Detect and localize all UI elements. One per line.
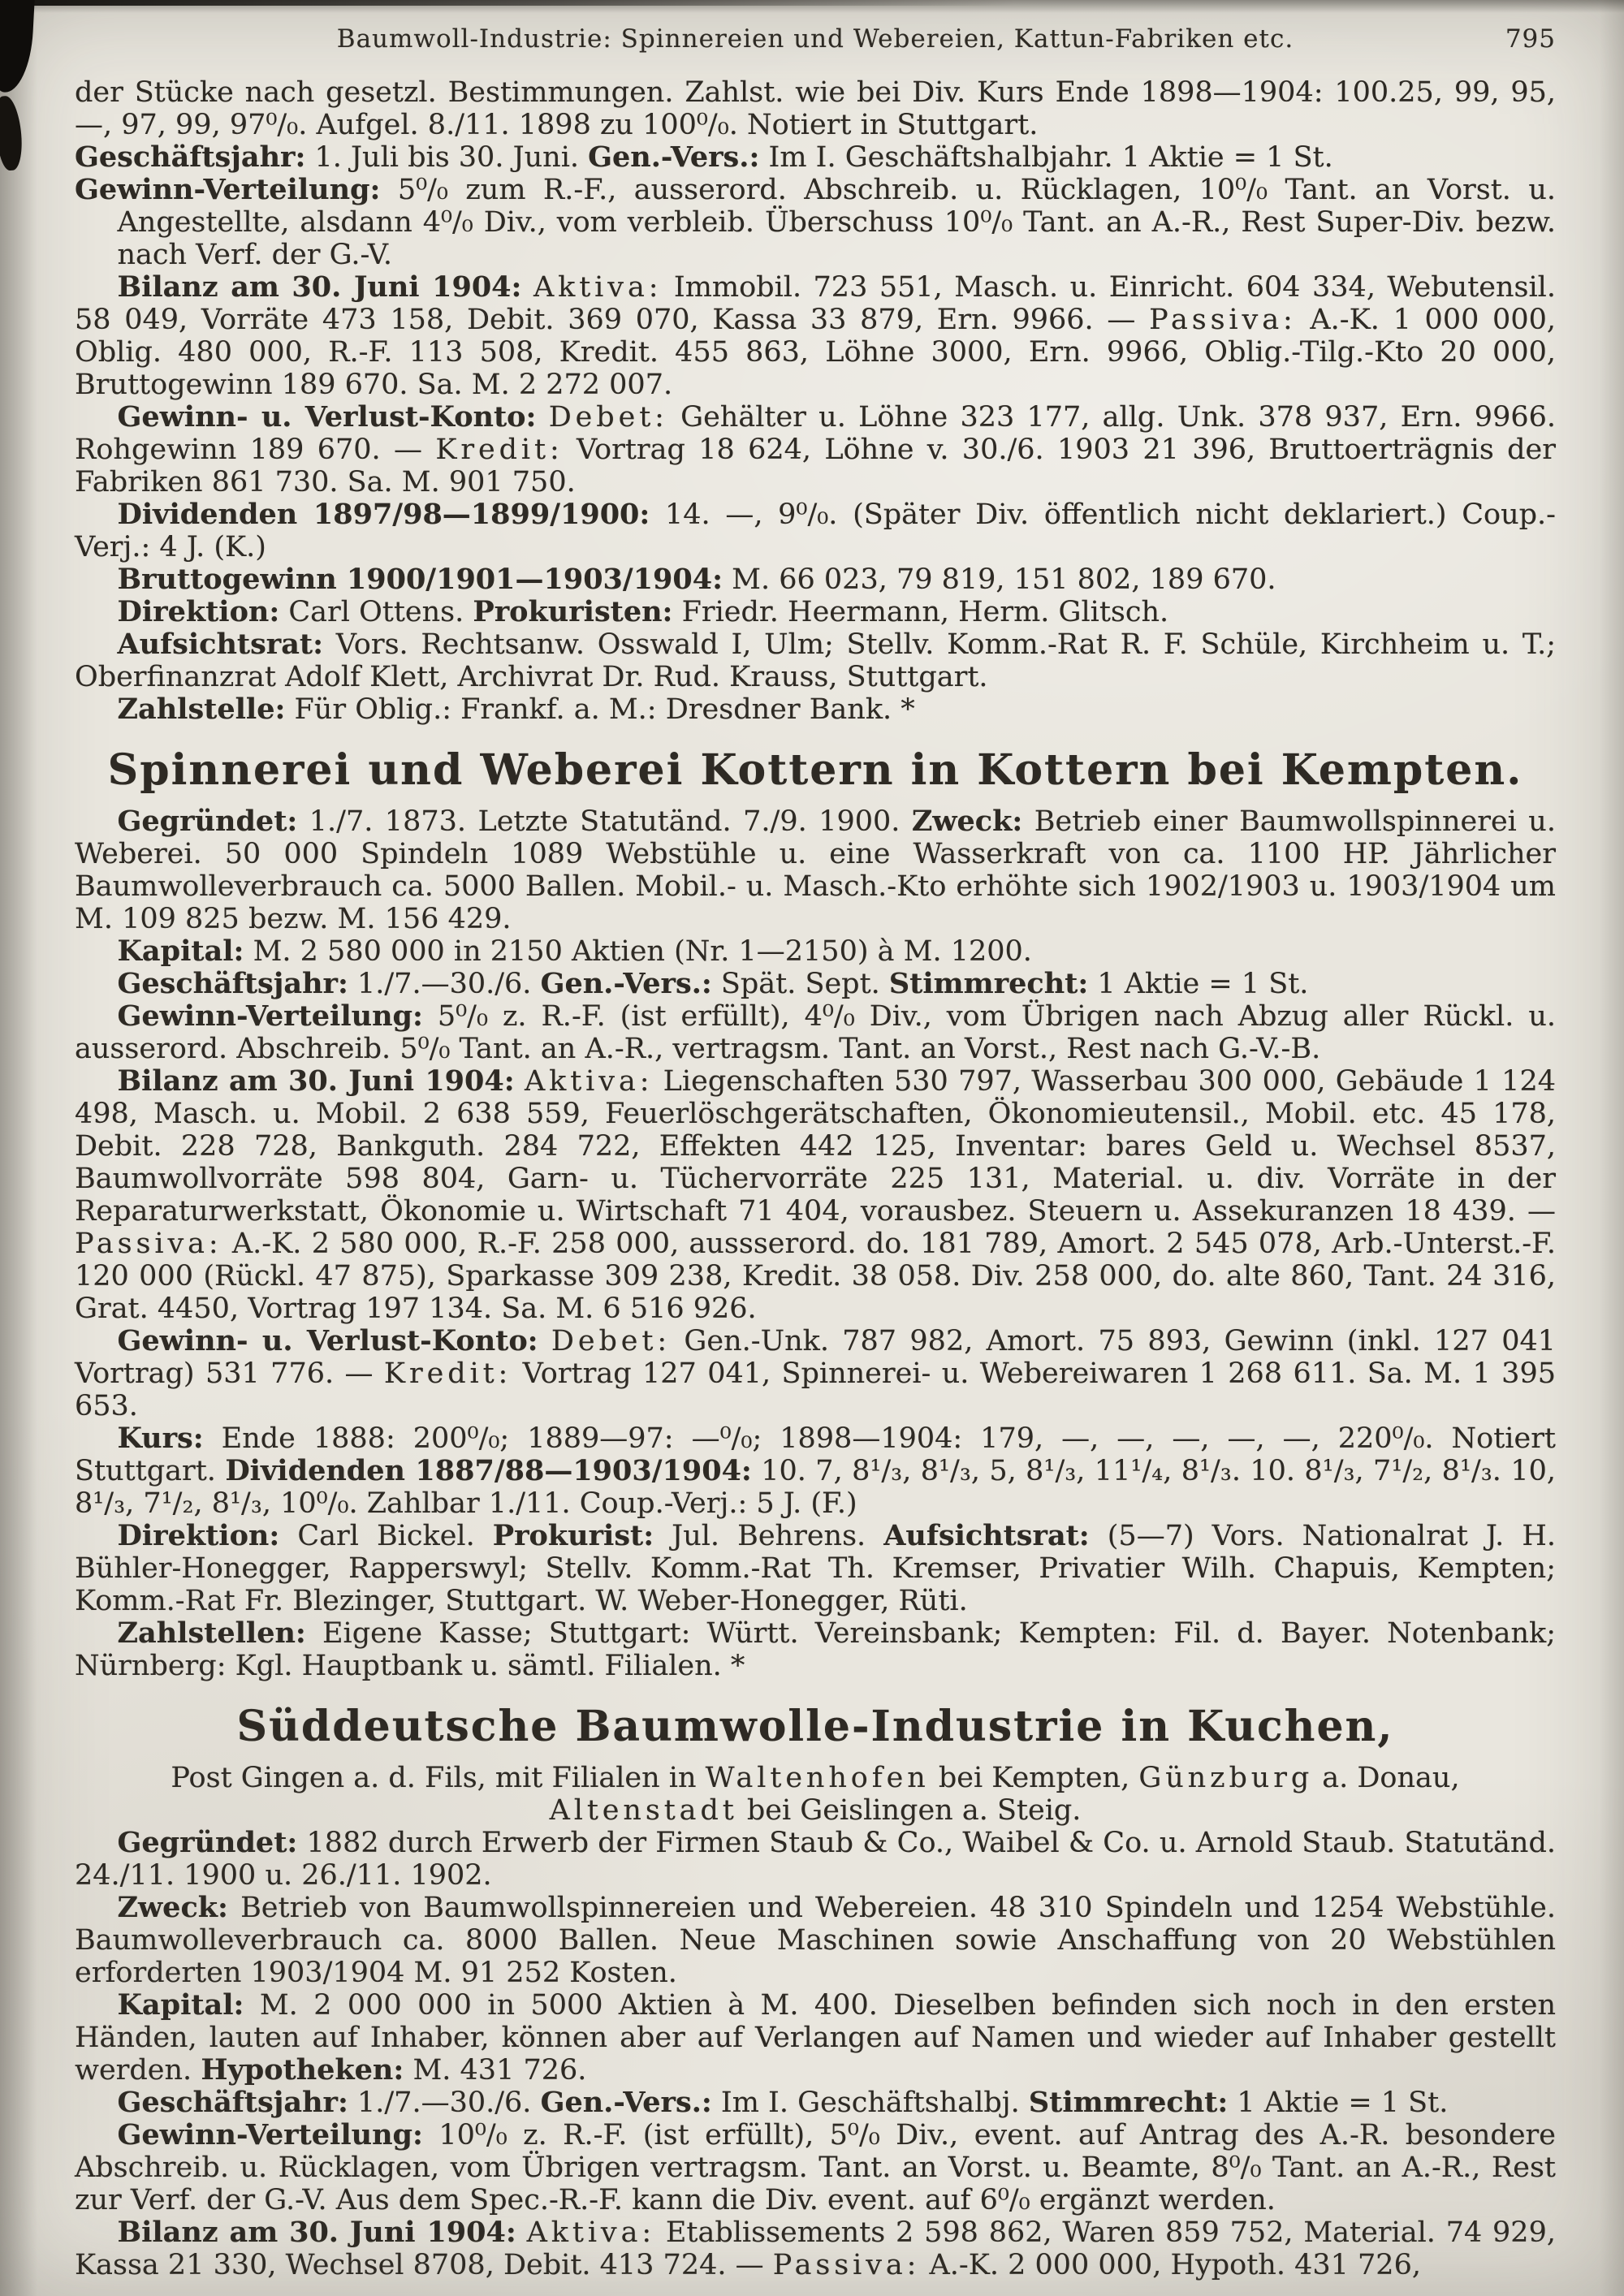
paragraph: Kapital: M. 2 580 000 in 2150 Aktien (Nr. 1—2150) à M. 1200.: [117, 934, 1032, 969]
scan-shadow-right: [1600, 0, 1624, 2296]
paragraph: Geschäftsjahr: 1. Juli bis 30. Juni. Gen.-Vers.: Im I. Geschäftshalbjahr. 1 Aktie = 1 St.: [75, 140, 1333, 174]
paragraph: Bilanz am 30. Juni 1904: Aktiva: Liegenschaften 530 797, Wasserbau 300 000, Gebäude 1 124 498, Masch. u. Mobil. 2 638 559, Feuerlöschgerätschaften, Ökonomieutensil., Mobil. etc. 45 178, Debit. 228 728, Bankguth. 284 722, Effekten 442 125, Inventar: bares Geld u. Wechsel 8537, Baumwollvorräte 598 804, Garn- u. Tüchervorräte 225 131, Material. u. div. Vorräte in der Reparaturwerkstatt, Ökonomie u. Wirtschaft 71 404, vorausbez. Steuern u. Assekuranzen 18 439. — Passiva: A.-K. 2 580 000, R.-F. 258 000, aussserord. do. 181 789, Amort. 2 545 078, Arb.-Unterst.-F. 120 000 (Rückl. 47 875), Sparkasse 309 238, Kredit. 38 058. Div. 258 000, do. alte 860, Tant. 24 316, Grat. 4450, Vortrag 197 134. Sa. M. 6 516 926.: [75, 1064, 1556, 1326]
company-heading: Spinnerei und Weberei Kottern in Kottern bei Kempten.: [107, 745, 1523, 795]
paragraph: Zweck: Betrieb von Baumwollspinnereien und Webereien. 48 310 Spindeln und 1254 Webstühle. Baumwolleverbrauch ca. 8000 Ballen. Neue Maschinen sowie Anschaffung von 20 Webstühlen erforderten 1903/1904 M. 91 252 Kosten.: [75, 1891, 1556, 1990]
paragraph: Bruttogewinn 1900/1901—1903/1904: M. 66 023, 79 819, 151 802, 189 670.: [117, 563, 1276, 596]
paragraph: der Stücke nach gesetzl. Bestimmungen. Zahlst. wie bei Div. Kurs Ende 1898—1904: 100.25, 99, 95, —, 97, 99, 97⁰/₀. Aufgel. 8./11. 1898 zu 100⁰/₀. Notiert in Stuttgart.: [75, 76, 1556, 141]
paragraph: Zahlstellen: Eigene Kasse; Stuttgart: Württ. Vereinsbank; Kempten: Fil. d. Bayer. Notenbank; Nürnberg: Kgl. Hauptbank u. sämtl. Filialen. *: [75, 1616, 1556, 1683]
previous-entry-continuation: [75, 76, 1556, 726]
paragraph: Bilanz am 30. Juni 1904: Aktiva: Etablissements 2 598 862, Waren 859 752, Material. 74 929, Kassa 21 330, Wechsel 8708, Debit. 413 724. — Passiva: A.-K. 2 000 000, Hypoth. 431 726,: [75, 2216, 1556, 2282]
page-number: 795: [1505, 24, 1556, 54]
page-header-title: Baumwoll-Industrie: Spinnereien und Webereien, Kattun-Fabriken etc.: [336, 24, 1294, 54]
paragraph: Gewinn-Verteilung: 10⁰/₀ z. R.-F. (ist erfüllt), 5⁰/₀ Div., event. auf Antrag des A.-R. besondere Abschreib. u. Rücklagen, vom Übrigen vertragsm. Tant. an Vorst. u. Beamte, 8⁰/₀ Tant. an A.-R., Rest zur Verf. der G.-V. Aus dem Spec.-R.-F. kann die Div. event. auf 6⁰/₀ ergänzt werden.: [75, 2118, 1556, 2217]
paragraph: Bilanz am 30. Juni 1904: Aktiva: Immobil. 723 551, Masch. u. Einricht. 604 334, Webutensil. 58 049, Vorräte 473 158, Debit. 369 070, Kassa 33 879, Ern. 9966. — Passiva: A.-K. 1 000 000, Oblig. 480 000, R.-F. 113 508, Kredit. 455 863, Löhne 3000, Ern. 9966, Oblig.-Tilg.-Kto 20 000, Bruttogewinn 189 670. Sa. M. 2 272 007.: [75, 270, 1556, 401]
spinnerei-weberei-kottern: [75, 747, 1556, 1682]
paragraph: Gewinn- u. Verlust-Konto: Debet: Gen.-Unk. 787 982, Amort. 75 893, Gewinn (inkl. 127 041 Vortrag) 531 776. — Kredit: Vortrag 127 041, Spinnerei- u. Webereiwaren 1 268 611. Sa. M. 1 395 653.: [75, 1324, 1556, 1423]
paragraph: Aufsichtsrat: Vors. Rechtsanw. Osswald I, Ulm; Stellv. Komm.-Rat R. F. Schüle, Kirchheim u. T.; Oberfinanzrat Adolf Klett, Archivrat Dr. Rud. Krauss, Stuttgart.: [75, 628, 1556, 693]
paragraph: Zahlstelle: Für Oblig.: Frankf. a. M.: Dresdner Bank. *: [117, 693, 915, 726]
paragraph: Gewinn-Verteilung: 5⁰/₀ z. R.-F. (ist erfüllt), 4⁰/₀ Div., vom Übrigen nach Abzug aller Rückl. u. ausserord. Abschreib. 5⁰/₀ Tant. an A.-R., vertragsm. Tant. an Vorst., Rest nach G.-V.-B.: [75, 999, 1556, 1066]
paragraph: Gewinn-Verteilung: 5⁰/₀ zum R.-F., ausserord. Abschreib. u. Rücklagen, 10⁰/₀ Tant. an Vorst. u. Angestellte, alsdann 4⁰/₀ Div., vom verbleib. Überschuss 10⁰/₀ Tant. an A.-R., Rest Super-Div. bezw. nach Verf. der G.-V.: [75, 173, 1556, 271]
page-body: [75, 76, 1556, 2281]
paragraph: Post Gingen a. d. Fils, mit Filialen in Waltenhofen bei Kempten, Günzburg a. Donau, Altenstadt bei Geislingen a. Steig.: [171, 1762, 1460, 1828]
paragraph: Gegründet: 1./7. 1873. Letzte Statutänd. 7./9. 1900. Zweck: Betrieb einer Baumwollspinnerei u. Weberei. 50 000 Spindeln 1089 Webstühle u. eine Wasserkraft von ca. 1100 HP. Jährlicher Baumwolleverbrauch ca. 5000 Ballen. Mobil.- u. Masch.-Kto erhöhte sich 1902/1903 u. 1903/1904 um M. 109 825 bezw. M. 156 429.: [75, 805, 1556, 936]
company-heading: Süddeutsche Baumwolle-Industrie in Kuchen,: [236, 1702, 1394, 1752]
paragraph: Geschäftsjahr: 1./7.—30./6. Gen.-Vers.: Im I. Geschäftshalbj. Stimmrecht: 1 Aktie = 1 St.: [117, 2086, 1449, 2120]
scan-artifact-top-edge: [0, 0, 1015, 6]
paragraph: Direktion: Carl Bickel. Prokurist: Jul. Behrens. Aufsichtsrat: (5—7) Vors. Nationalrat J. H. Bühler-Honegger, Rapperswyl; Stellv. Komm.-Rat Th. Kremser, Privatier Wilh. Chapuis, Kempten; Komm.-Rat Fr. Blezinger, Stuttgart. W. Weber-Honegger, Rüti.: [75, 1519, 1556, 1618]
paragraph: Kapital: M. 2 000 000 in 5000 Aktien à M. 400. Dieselben befinden sich noch in den ersten Händen, lauten auf Inhaber, können aber auf Verlangen auf Namen und wieder auf Inhaber gestellt werden. Hypotheken: M. 431 726.: [75, 1988, 1556, 2087]
paragraph: Geschäftsjahr: 1./7.—30./6. Gen.-Vers.: Spät. Sept. Stimmrecht: 1 Aktie = 1 St.: [117, 967, 1309, 1001]
sueddeutsche-baumwolle-industrie: [75, 1703, 1556, 2281]
paragraph: Gegründet: 1882 durch Erwerb der Firmen Staub & Co., Waibel & Co. u. Arnold Staub. Statutänd. 24./11. 1900 u. 26./11. 1902.: [75, 1826, 1556, 1892]
paragraph: Direktion: Carl Ottens. Prokuristen: Friedr. Heermann, Herm. Glitsch.: [117, 595, 1169, 628]
paragraph: Kurs: Ende 1888: 200⁰/₀; 1889—97: —⁰/₀; 1898—1904: 179, —, —, —, —, —, 220⁰/₀. Notiert Stuttgart. Dividenden 1887/88—1903/1904: 10. 7, 8¹/₃, 8¹/₃, 5, 8¹/₃, 11¹/₄, 8¹/₃. 10. 8¹/₃, 7¹/₂, 8¹/₃. 10, 8¹/₃, 7¹/₂, 8¹/₃, 10⁰/₀. Zahlbar 1./11. Coup.-Verj.: 5 J. (F.): [75, 1422, 1556, 1521]
scan-shadow-left: [0, 0, 37, 2296]
page-content: [75, 24, 1556, 2281]
paragraph: Gewinn- u. Verlust-Konto: Debet: Gehälter u. Löhne 323 177, allg. Unk. 378 937, Ern. 9966. Rohgewinn 189 670. — Kredit: Vortrag 18 624, Löhne v. 30./6. 1903 21 396, Bruttoerträgnis der Fabriken 861 730. Sa. M. 901 750.: [75, 400, 1556, 498]
paragraph: Dividenden 1897/98—1899/1900: 14. —, 9⁰/₀. (Später Div. öffentlich nicht deklariert.) Coup.-Verj.: 4 J. (K.): [75, 498, 1556, 563]
running-head: [75, 24, 1556, 54]
